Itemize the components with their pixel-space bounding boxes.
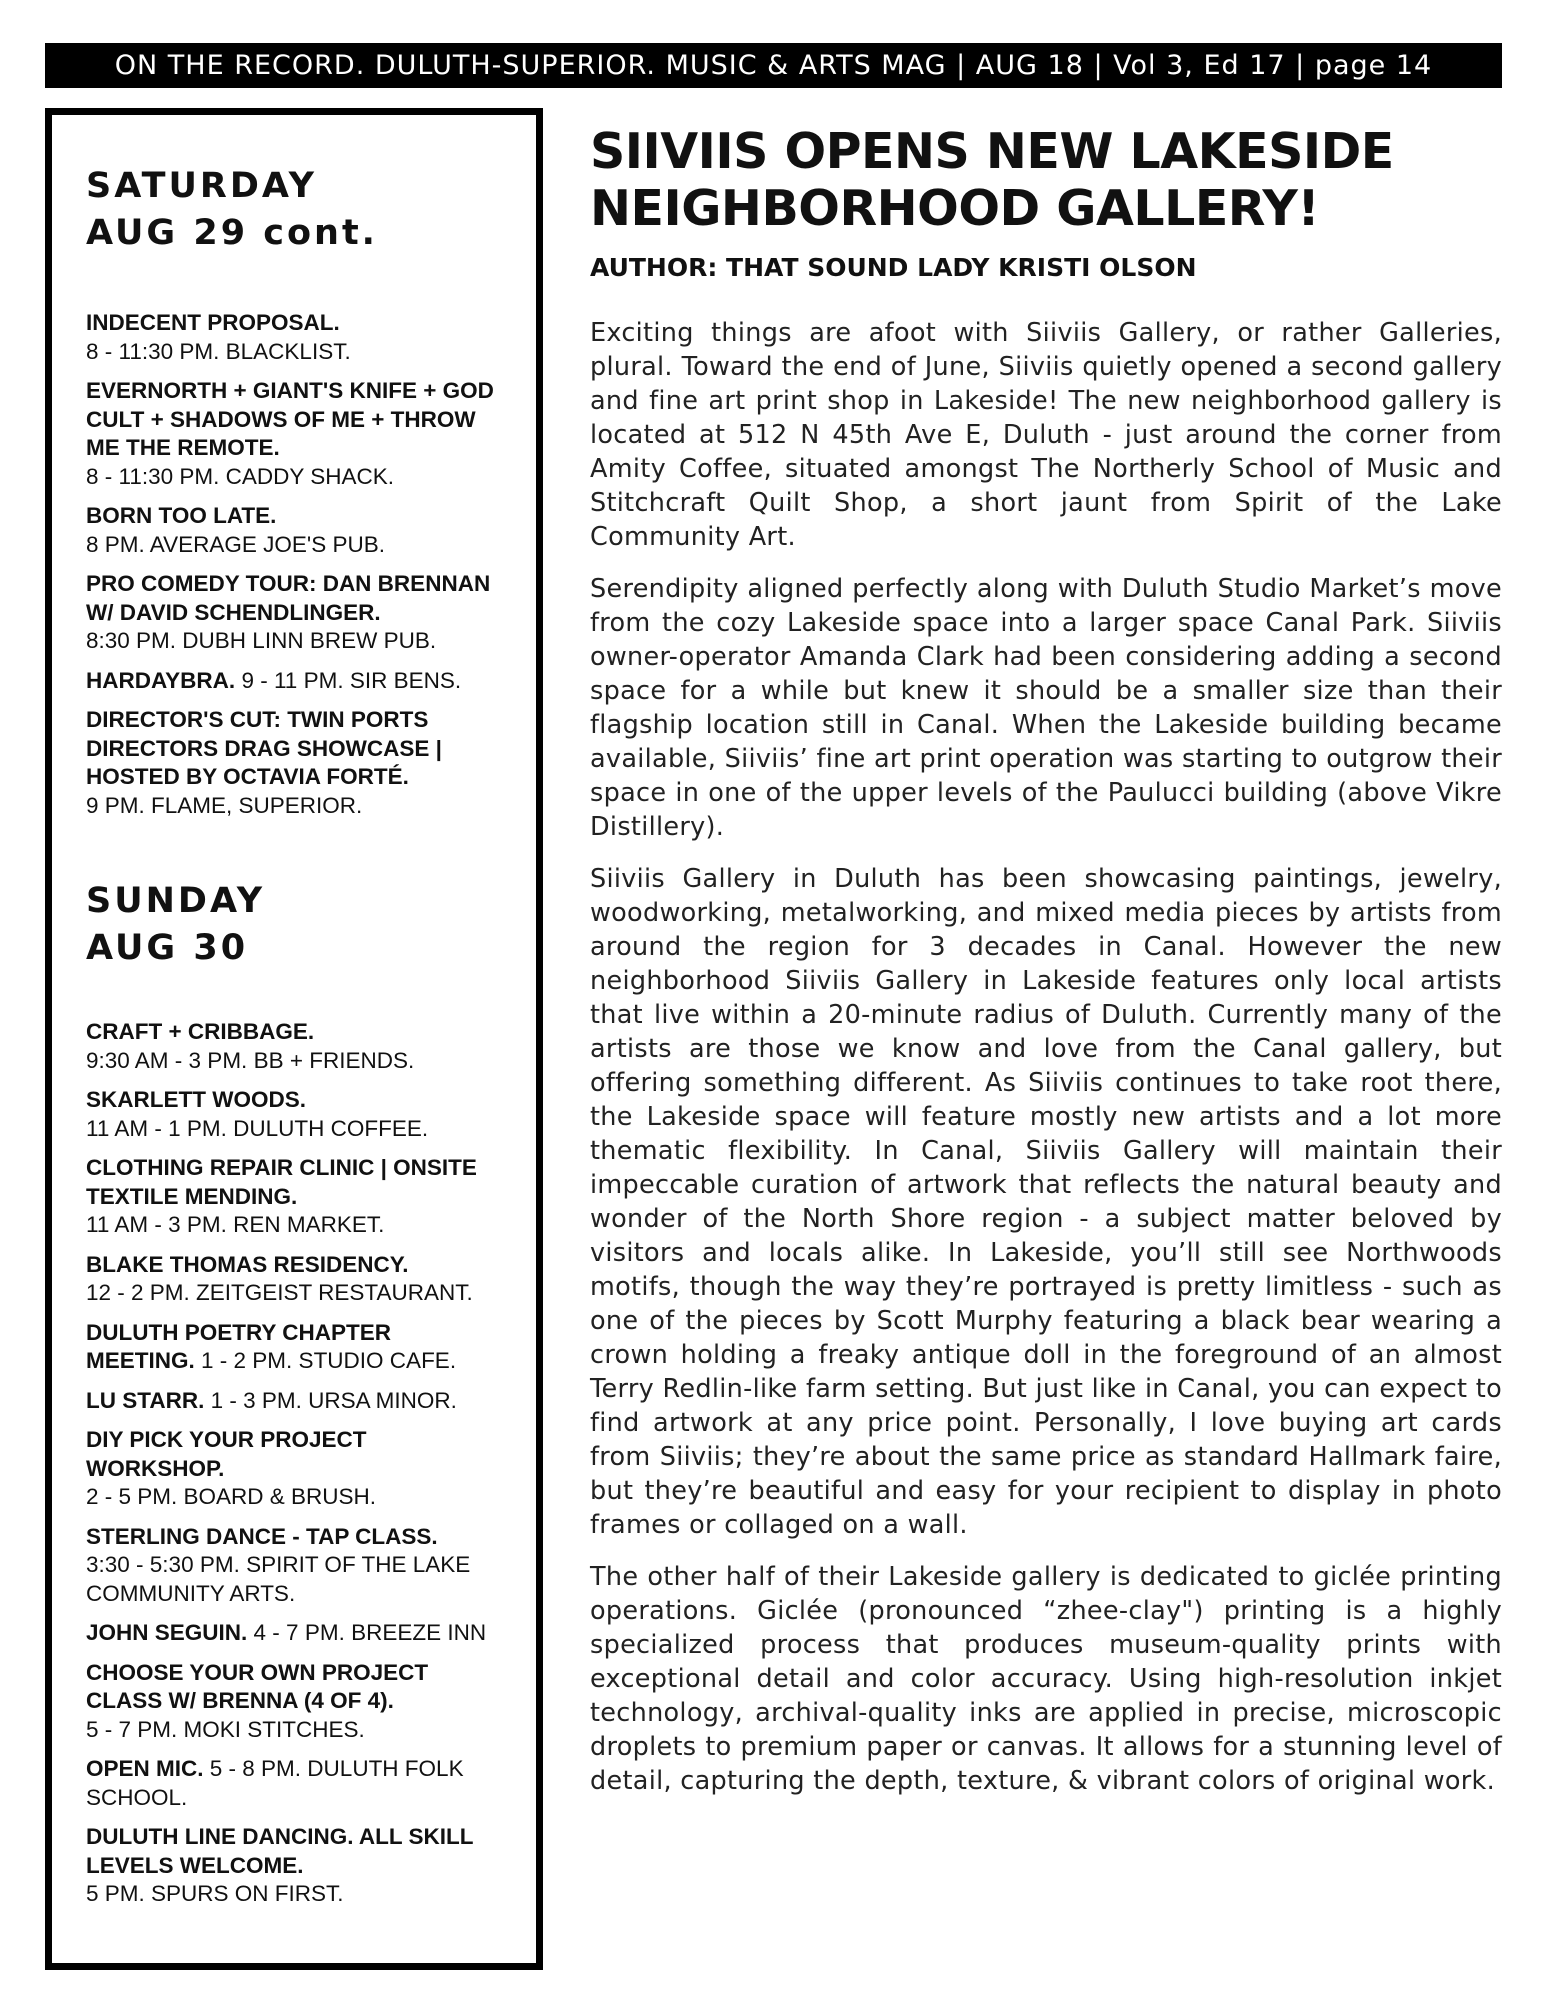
event-item bbox=[86, 1018, 506, 1075]
event-detail: 5 - 7 PM. MOKI STITCHES. bbox=[86, 1716, 365, 1742]
event-title: OPEN MIC. bbox=[86, 1756, 204, 1781]
event-detail: 9 - 11 PM. SIR BENS. bbox=[241, 667, 462, 693]
event-item bbox=[86, 1251, 506, 1308]
article-author: AUTHOR: THAT SOUND LADY KRISTI OLSON bbox=[590, 253, 1197, 282]
event-detail: 12 - 2 PM. ZEITGEIST RESTAURANT. bbox=[86, 1280, 473, 1305]
event-detail: 2 - 5 PM. BOARD & BRUSH. bbox=[86, 1484, 377, 1509]
event-item bbox=[86, 1659, 506, 1745]
event-detail: 4 - 7 PM. BREEZE INN bbox=[253, 1620, 487, 1645]
event-item bbox=[86, 502, 506, 559]
event-title: DULUTH LINE DANCING. ALL SKILL LEVELS WELCOME. bbox=[86, 1824, 474, 1878]
event-item bbox=[86, 1523, 506, 1609]
event-detail: 11 AM - 1 PM. DULUTH COFFEE. bbox=[86, 1115, 429, 1141]
event-detail: 9:30 AM - 3 PM. BB + FRIENDS. bbox=[86, 1047, 415, 1073]
event-title: SKARLETT WOODS. bbox=[86, 1087, 306, 1112]
event-title: JOHN SEGUIN. bbox=[86, 1620, 248, 1645]
event-item bbox=[86, 1823, 506, 1909]
event-title: CRAFT + CRIBBAGE. bbox=[86, 1019, 315, 1044]
event-calendar-sidebar bbox=[45, 108, 543, 1970]
article-paragraph: The other half of their Lakeside gallery is dedicated to giclée printing operations. Giclée (pronounced “zhee-clay") printing is a highly specialized process that produces museum-quality prints with exceptional detail and color accuracy. Using high-resolution inkjet technology, archival-quality inks are applied in precise, microscopic droplets to premium paper or canvas. It allows for a stunning level of detail, capturing the depth, texture, & vibrant colors of original work. bbox=[590, 1562, 1502, 1796]
day-heading-sunday bbox=[86, 878, 506, 972]
event-title: HARDAYBRA. bbox=[86, 667, 236, 693]
event-title: BORN TOO LATE. bbox=[86, 503, 277, 528]
event-list-sunday bbox=[86, 1018, 506, 1909]
day-date: AUG 30 bbox=[86, 928, 249, 968]
event-title: CLOTHING REPAIR CLINIC | ONSITE TEXTILE MENDING. bbox=[86, 1155, 477, 1209]
article-title: SIIVIIS OPENS NEW LAKESIDE NEIGHBORHOOD GALLERY! bbox=[590, 123, 1394, 237]
article-paragraph: Serendipity aligned perfectly along with Duluth Studio Market’s move from the cozy Lakeside space into a larger space Canal Park. Siiviis owner-operator Amanda Clark had been considering adding a second space for a while but knew it should be a smaller size than their flagship location still in Canal. When the Lakeside building became available, Siiviis’ fine art print operation was starting to outgrow their space in one of the upper levels of the Paulucci building (above Vikre Distillery). bbox=[590, 574, 1502, 842]
event-title: STERLING DANCE - TAP CLASS. bbox=[86, 1523, 438, 1549]
event-detail: 8 PM. AVERAGE JOE'S PUB. bbox=[86, 531, 385, 557]
event-title: EVERNORTH + GIANT'S KNIFE + GOD CULT + SHADOWS OF ME + THROW ME THE REMOTE. bbox=[86, 378, 494, 460]
event-item bbox=[86, 1319, 506, 1376]
event-detail: 1 - 3 PM. URSA MINOR. bbox=[210, 1387, 457, 1413]
event-detail: 8 - 11:30 PM. BLACKLIST. bbox=[86, 338, 351, 364]
event-detail: 8 - 11:30 PM. CADDY SHACK. bbox=[86, 463, 395, 489]
day-heading-saturday bbox=[86, 163, 506, 257]
day-name: SUNDAY bbox=[86, 881, 266, 921]
day-date: AUG 29 cont. bbox=[86, 213, 378, 253]
event-title: INDECENT PROPOSAL. bbox=[86, 310, 340, 335]
event-title: LU STARR. bbox=[86, 1387, 205, 1413]
event-item bbox=[86, 570, 506, 656]
event-item bbox=[86, 706, 506, 820]
event-item bbox=[86, 667, 506, 696]
event-item bbox=[86, 1154, 506, 1240]
event-item bbox=[86, 1619, 506, 1648]
event-detail: 11 AM - 3 PM. REN MARKET. bbox=[86, 1212, 385, 1237]
event-title: DIRECTOR'S CUT: TWIN PORTS DIRECTORS DRAG SHOWCASE | HOSTED BY OCTAVIA FORTÉ. bbox=[86, 707, 442, 789]
event-item bbox=[86, 1755, 506, 1812]
masthead-text: ON THE RECORD. DULUTH-SUPERIOR. MUSIC & ARTS MAG | AUG 18 | Vol 3, Ed 17 | page 14 bbox=[114, 50, 1433, 81]
article-paragraph: Exciting things are afoot with Siiviis Gallery, or rather Galleries, plural. Toward the end of June, Siiviis quietly opened a second gallery and fine art print shop in Lakeside! The new neighborhood gallery is located at 512 N 45th Ave E, Duluth - just around the corner from Amity Coffee, situated amongst The Northerly School of Music and Stitchcraft Quilt Shop, a short jaunt from Spirit of the Lake Community Art. bbox=[590, 318, 1502, 552]
event-detail: 5 PM. SPURS ON FIRST. bbox=[86, 1881, 344, 1906]
event-item bbox=[86, 1086, 506, 1143]
event-detail: 8:30 PM. DUBH LINN BREW PUB. bbox=[86, 628, 437, 653]
event-item bbox=[86, 309, 506, 366]
event-title: DULUTH POETRY CHAPTER MEETING. bbox=[86, 1319, 392, 1373]
event-title: PRO COMEDY TOUR: DAN BRENNAN W/ DAVID SCHENDLINGER. bbox=[86, 571, 491, 625]
event-title: BLAKE THOMAS RESIDENCY. bbox=[86, 1251, 409, 1277]
article-paragraph: Siiviis Gallery in Duluth has been showcasing paintings, jewelry, woodworking, metalworking, and mixed media pieces by artists from around the region for 3 decades in Canal. However the new neighborhood Siiviis Gallery in Lakeside features only local artists that live within a 20-minute radius of Duluth. Currently many of the artists are those we know and love from the Canal gallery, but offering something different. As Siiviis continues to take root there, the Lakeside space will feature mostly new artists and a lot more thematic flexibility. In Canal, Siiviis Gallery will maintain their impeccable curation of artwork that reflects the natural beauty and wonder of the North Shore region - a subject matter beloved by visitors and locals alike. In Lakeside, you’ll still see Northwoods motifs, though the way they’re portrayed is pretty limitless - such as one of the pieces by Scott Murphy featuring a black bear wearing a crown holding a freaky antique doll in the foreground of an almost Terry Redlin-like farm setting. But just like in Canal, you can expect to find artwork at any price point. Personally, I love buying art cards from Siiviis; they’re about the same price as standard Hallmark faire, but they’re beautiful and easy for your recipient to display in photo frames or collaged on a wall. bbox=[590, 864, 1502, 1540]
event-detail: 1 - 2 PM. STUDIO CAFE. bbox=[201, 1348, 457, 1373]
event-title: CHOOSE YOUR OWN PROJECT CLASS W/ BRENNA (4 OF 4). bbox=[86, 1659, 429, 1713]
event-detail: 9 PM. FLAME, SUPERIOR. bbox=[86, 792, 363, 818]
event-detail: 3:30 - 5:30 PM. SPIRIT OF THE LAKE COMMUNITY ARTS. bbox=[86, 1552, 471, 1606]
event-item bbox=[86, 1387, 506, 1416]
event-list-saturday bbox=[86, 309, 506, 820]
masthead-bar bbox=[45, 43, 1502, 88]
article-body bbox=[590, 316, 1502, 1798]
article bbox=[590, 123, 1502, 1816]
event-item bbox=[86, 1426, 506, 1512]
event-item bbox=[86, 377, 506, 491]
day-name: SATURDAY bbox=[86, 166, 317, 206]
event-detail: 5 - 8 PM. DULUTH FOLK SCHOOL. bbox=[86, 1756, 464, 1810]
event-title: DIY PICK YOUR PROJECT WORKSHOP. bbox=[86, 1427, 367, 1481]
